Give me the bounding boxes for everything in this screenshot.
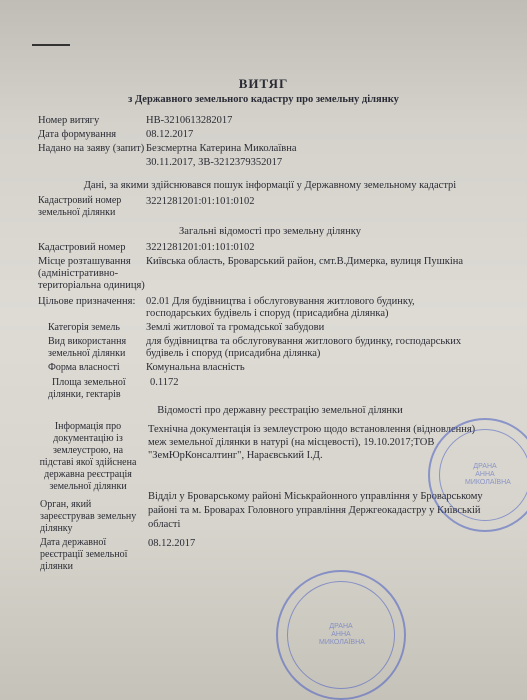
area-label-2: ділянки, гектарів — [48, 389, 121, 400]
info-label-5: земельної ділянки — [49, 481, 127, 492]
info-label-4: державна реєстрація — [44, 469, 132, 480]
request-reference: 30.11.2017, ЗВ-3212379352017 — [146, 157, 283, 168]
location-value: Київська область, Броварський район, смт.В.Димерка, вулиця Пушкіна — [146, 256, 464, 267]
area-label-1: Площа земельної — [52, 377, 126, 388]
search-cad-label-2: земельної ділянки — [38, 207, 116, 218]
official-stamp-bottom — [276, 570, 406, 700]
top-dash-mark — [32, 44, 70, 46]
search-cad-value: 3221281201:01:101:0102 — [146, 196, 255, 207]
use-label-2: земельної ділянки — [48, 348, 126, 359]
registration-heading: Відомості про державну реєстрацію земельної ділянки — [157, 405, 403, 416]
info-label-0: Інформація про — [54, 421, 122, 432]
organ-label-0: Орган, який — [40, 499, 92, 510]
use-line-2: будівель і споруд (присадибна ділянка) — [146, 348, 321, 359]
info-label-1: документацію із — [53, 433, 123, 444]
general-heading: Загальні відомості про земельну ділянку — [179, 226, 361, 237]
search-heading: Дані, за якими здійснювався пошук інформації у Державному земельному кадастрі — [83, 180, 457, 191]
info-label-3: підставі якої здійснена — [39, 457, 137, 468]
info-label-2: землеустрою, на — [52, 445, 124, 456]
location-label-1: Місце розташування — [38, 256, 131, 267]
formation-date-value: 08.12.2017 — [146, 129, 194, 140]
category-label: Категорія земель — [48, 322, 120, 333]
area-value: 0.1172 — [150, 377, 179, 388]
search-cad-label-1: Кадастровий номер — [38, 195, 122, 206]
extract-number-label: Номер витягу — [38, 115, 100, 126]
info-line-3: "ЗемЮрКонсалтинг", Нараєвський І.Д. — [148, 450, 323, 461]
use-line-1: для будівництва та обслуговування житлового будинку, господарських — [146, 336, 462, 347]
purpose-line-2: господарських будівель і споруд (присадибна ділянка) — [146, 308, 389, 319]
reg-date-label-0: Дата державної — [40, 537, 107, 548]
info-line-2: меж земельної ділянки в натурі (на місцевості), 19.10.2017;ТОВ — [148, 437, 435, 448]
document-subtitle: з Державного земельного кадастру про земельну ділянку — [128, 94, 399, 105]
location-label-3: територіальна одиниця) — [38, 280, 145, 291]
ownership-value: Комунальна власність — [146, 362, 245, 373]
formation-date-label: Дата формування — [38, 129, 117, 140]
purpose-label: Цільове призначення: — [38, 296, 136, 307]
reg-date-label-2: ділянки — [40, 561, 74, 572]
request-label: Надано на заяву (запит) — [38, 143, 145, 154]
purpose-line-1: 02.01 Для будівництва і обслуговування житлового будинку, — [146, 296, 415, 307]
reg-date-value: 08.12.2017 — [148, 538, 196, 549]
general-cad-label: Кадастровий номер — [38, 242, 126, 253]
reg-date-label-1: реєстрації земельної — [40, 549, 128, 560]
general-cad-value: 3221281201:01:101:0102 — [146, 242, 255, 253]
info-line-1: Технічна документація із землеустрою щодо встановлення (відновлення) — [148, 424, 476, 435]
extract-number-value: НВ-3210613282017 — [146, 115, 233, 126]
request-name: Безсмертна Катерина Миколаївна — [146, 143, 297, 154]
organ-label-1: зареєстрував земельну — [40, 511, 137, 522]
use-label-1: Вид використання — [48, 336, 127, 347]
stamp-bottom-text: ДРАНА АННА МИКОЛАЇВНА — [319, 623, 365, 646]
category-value: Землі житлової та громадської забудови — [146, 322, 325, 333]
organ-line-1: Відділ у Броварському районі Міськрайонного управління у Броварському — [148, 491, 483, 502]
organ-label-2: ділянку — [40, 523, 73, 534]
document-title: ВИТЯГ — [238, 76, 289, 91]
organ-line-2: районі та м. Броварах Головного управління Держгеокадастру у Київській — [148, 505, 481, 516]
location-label-2: (адміністративно- — [38, 268, 119, 279]
organ-line-3: області — [148, 519, 181, 530]
stamp-top-text: ДРАНА АННА МИКОЛАЇВНА — [465, 463, 511, 486]
ownership-label: Форма власності — [48, 362, 120, 373]
